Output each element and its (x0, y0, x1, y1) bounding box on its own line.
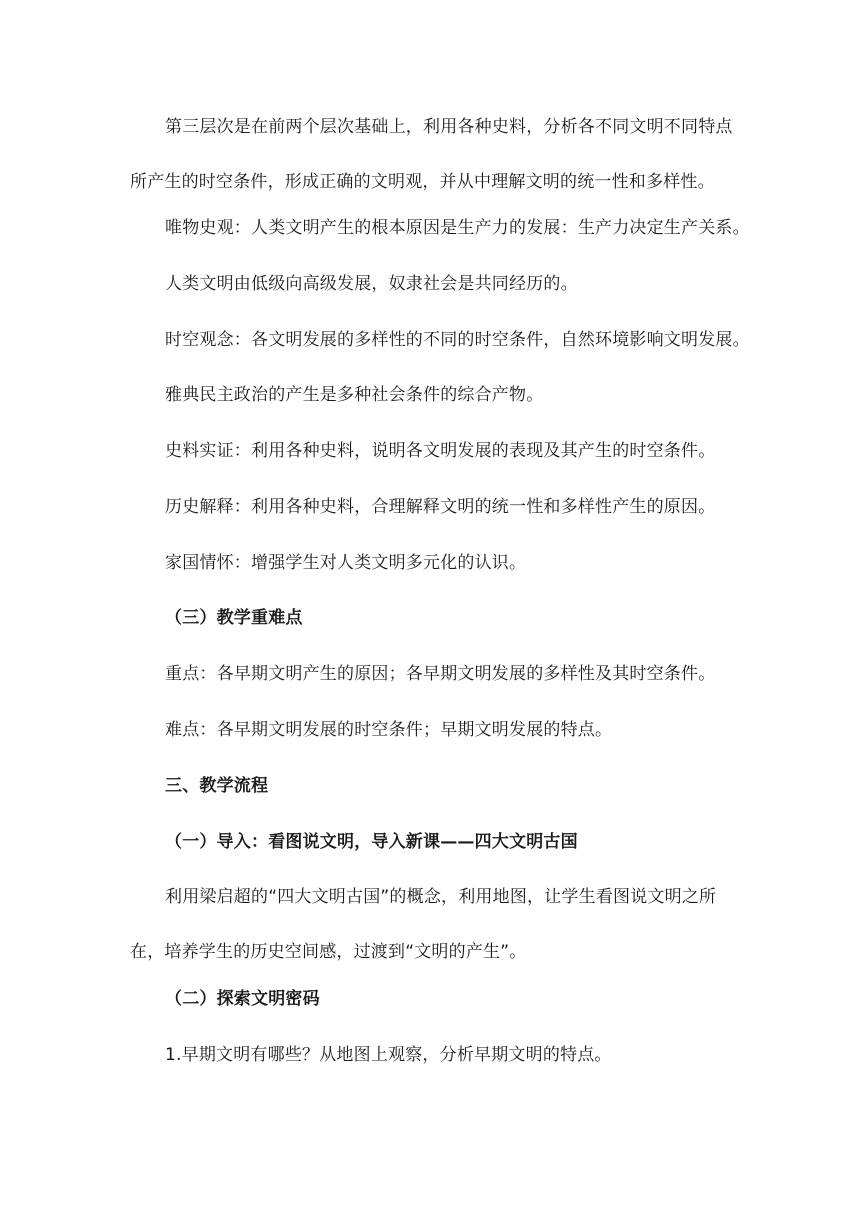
paragraph-early-civilizations-question: 1.早期文明有哪些？从地图上观察，分析早期文明的特点。 (165, 1045, 612, 1065)
paragraph-historical-interpretation: 历史解释：利用各种史料，合理解释文明的统一性和多样性产生的原因。 (165, 497, 716, 517)
paragraph-national-sentiment: 家国情怀：增强学生对人类文明多元化的认识。 (165, 553, 527, 573)
paragraph-difficult-points: 难点：各早期文明发展的时空条件；早期文明发展的特点。 (165, 720, 613, 740)
paragraph-materialism: 唯物史观：人类文明产生的根本原因是生产力的发展：生产力决定生产关系。 (165, 218, 750, 238)
paragraph-key-points: 重点：各早期文明产生的原因；各早期文明发展的多样性及其时空条件。 (165, 664, 716, 684)
paragraph-third-level: 第三层次是在前两个层次基础上，利用各种史料，分析各不同文明不同特点所产生的时空条件，形成正确的文明观，并从中理解文明的统一性和多样性。 (130, 117, 733, 192)
paragraph-athens-democracy: 雅典民主政治的产生是多种社会条件的综合产物。 (165, 385, 544, 405)
paragraph-introduction-detail: 利用梁启超的“四大文明古国”的概念，利用地图，让学生看图说文明之所在，培养学生的历史空间感，过渡到“文明的产生”。 (130, 887, 717, 962)
heading-explore-civilization: （二）探索文明密码 (165, 989, 320, 1009)
heading-introduction: （一）导入：看图说文明，导入新课——四大文明古国 (165, 832, 578, 852)
heading-key-difficult-points: （三）教学重难点 (165, 608, 303, 628)
paragraph-civilization-development: 人类文明由低级向高级发展，奴隶社会是共同经历的。 (165, 274, 578, 294)
paragraph-spacetime-concept: 时空观念：各文明发展的多样性的不同的时空条件，自然环境影响文明发展。 (165, 330, 750, 350)
heading-teaching-process: 三、教学流程 (165, 776, 269, 796)
paragraph-historical-evidence: 史料实证：利用各种史料，说明各文明发展的表现及其产生的时空条件。 (165, 441, 716, 461)
